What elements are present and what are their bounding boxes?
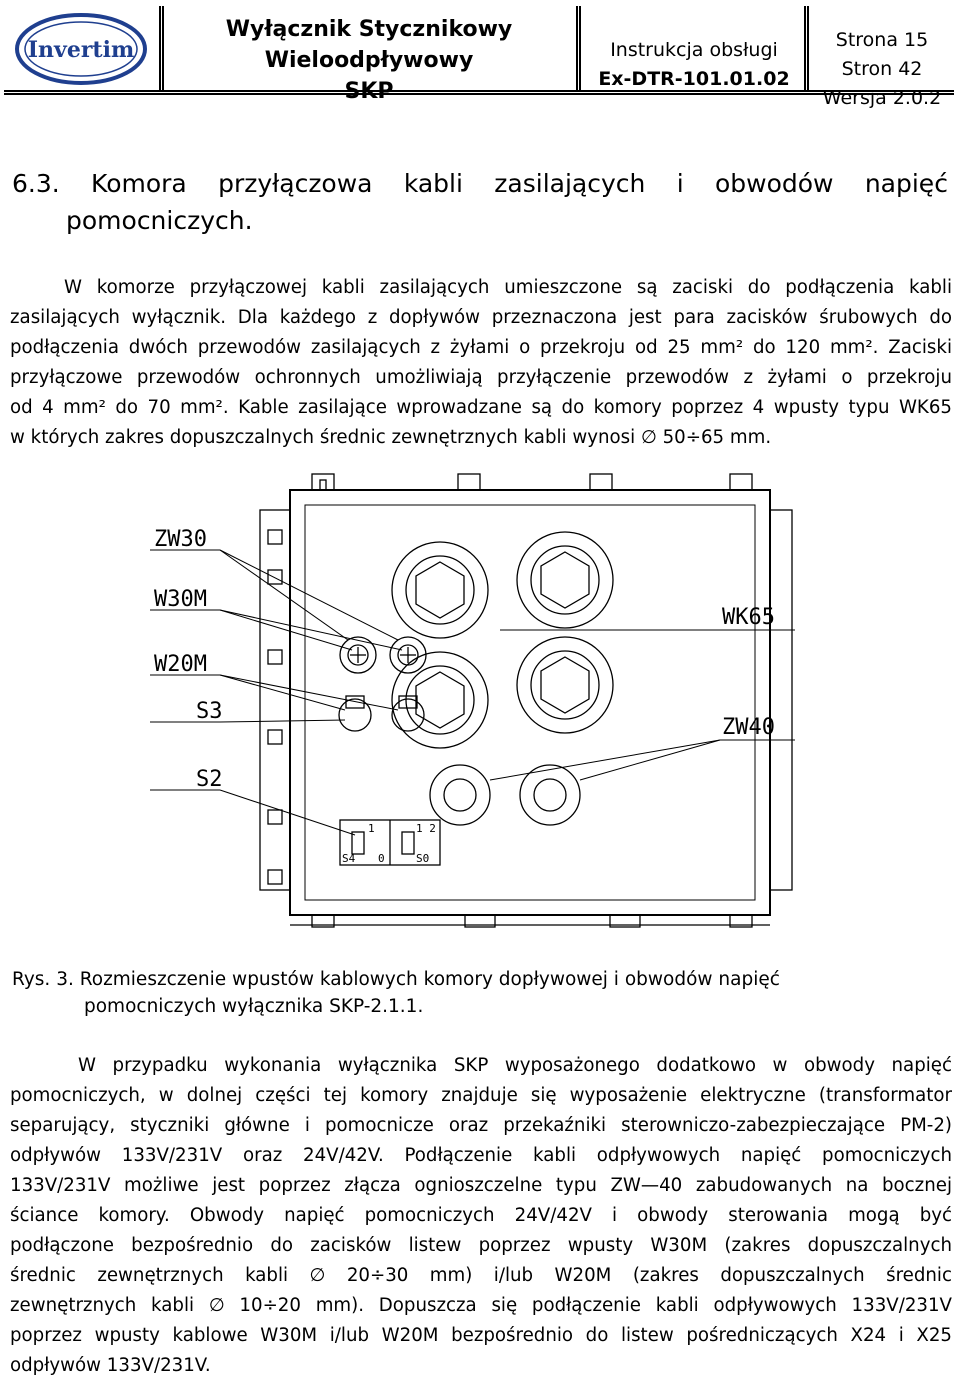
paragraph-line: pomocniczych, w dolnej części tej komory znajduje się wyposażenie elektryczne (transformator (10, 1085, 952, 1106)
paragraph-line: podłączone bezpośrednio do zacisków listew poprzez wpusty W30M (zakres dopuszczalnych (10, 1235, 952, 1256)
label-zw40: ZW40 (722, 715, 775, 740)
label-wk65: WK65 (722, 605, 775, 630)
label-s0: S0 (416, 852, 430, 865)
caption-line-2: pomocniczych wyłącznika SKP-2.1.1. (84, 996, 424, 1017)
title-line-3: SKP (344, 79, 394, 104)
label-s4: S4 (342, 852, 356, 865)
instruction-label: Instrukcja obsługi (610, 39, 778, 61)
label-switch-c: 0 (378, 852, 385, 865)
paragraph-intro (10, 273, 952, 453)
page-number: Strona 15 (835, 29, 929, 51)
section-title-word: Komora (91, 169, 187, 198)
gland-w30m-2 (390, 637, 426, 673)
gland-w30m-1 (340, 637, 376, 673)
section-title-word: zasilających (494, 169, 646, 198)
section-heading (12, 165, 952, 239)
page-header (4, 4, 954, 109)
label-s2: S2 (196, 767, 223, 792)
paragraph-line: średnic zewnętrznych kabli ∅ 20÷30 mm) i/lub W20M (zakres dopuszczalnych średnic (10, 1265, 952, 1286)
section-title-word: przyłączowa (218, 169, 373, 198)
connector-zw40-1 (430, 765, 490, 825)
label-s3: S3 (196, 699, 223, 724)
gland-wk65-1 (392, 542, 488, 638)
paragraph-line: w których zakres dopuszczalnych średnic zewnętrznych kabli wynosi ∅ 50÷65 mm. (10, 427, 772, 448)
label-w30m: W30M (154, 587, 207, 612)
section-title-word: obwodów (714, 169, 834, 198)
instruction-id (594, 36, 794, 94)
paragraph-line: od 4 mm² do 70 mm². Kable zasilające wprowadzane są do komory poprzez 4 wpusty typu WK65 (10, 397, 952, 418)
page-info (812, 26, 952, 113)
svg-text:Invertim: Invertim (27, 37, 135, 63)
paragraph-auxiliary (10, 1051, 952, 1381)
gland-wk65-2 (517, 532, 613, 628)
section-title-line-2: pomocniczych. (66, 206, 253, 235)
paragraph-line: W komorze przyłączowej kabli zasilających umieszczone są zaciski do podłączenia kabli (64, 277, 952, 298)
switch-s3-2 (392, 696, 424, 731)
label-switch-a: 1 (368, 822, 375, 835)
paragraph-line: poprzez wpusty kablowe W30M i/lub W20M bezpośrednio do listew pośredniczących X24 i X25 (10, 1325, 952, 1346)
label-zw30: ZW30 (154, 527, 207, 552)
caption-line-1: Rys. 3. Rozmieszczenie wpustów kablowych komory dopływowej i obwodów napięć (12, 969, 780, 990)
paragraph-line: separujący, styczniki główne i pomocnicze oraz przekaźniki sterowniczo-zabezpieczające PM-2) (10, 1115, 952, 1136)
title-line-2: Wieloodpływowy (264, 48, 474, 73)
section-title-word: i (676, 169, 684, 198)
version: Wersja 2.0.2 (822, 87, 942, 109)
gland-wk65-4 (517, 637, 613, 733)
paragraph-line: zewnętrznych kabli ∅ 10÷20 mm). Dopuszcza się podłączenie kabli odpływowych 133V/231V (10, 1295, 952, 1316)
paragraph-line: 133V/231V możliwe jest poprzez złącza ognioszczelne typu ZW—40 zabudowanych na bocznej (10, 1175, 952, 1196)
paragraph-line: W przypadku wykonania wyłącznika SKP wyposażonego dodatkowo w obwody napięć (78, 1055, 952, 1076)
paragraph-line: przyłączowe przewodów ochronnych umożliwiają przyłączenie przewodów z żyłami o przekroju (10, 367, 952, 388)
paragraph-line: zasilających wyłącznik. Dla każdego z dopływów przeznaczona jest para zacisków śrubowych do (10, 307, 952, 328)
gland-wk65-3 (392, 652, 488, 748)
chamber-diagram (140, 470, 820, 940)
section-number: 6.3. (12, 169, 60, 198)
section-title-word: kabli (403, 169, 463, 198)
document-code: Ex-DTR-101.01.02 (598, 68, 790, 90)
section-title-word: napięć (864, 169, 948, 198)
label-switch-b: 1 2 (416, 822, 436, 835)
paragraph-line: podłączenia dwóch przewodów zasilających z żyłami o przekroju od 25 mm² do 120 mm². Zaciski (10, 337, 952, 358)
page-count: Stron 42 (841, 58, 923, 80)
title-line-1: Wyłącznik Stycznikowy (225, 17, 513, 42)
label-w20m: W20M (154, 652, 207, 677)
paragraph-line: odpływów 133V/231V. (10, 1355, 211, 1376)
company-logo (14, 12, 149, 86)
connector-zw40-2 (520, 765, 580, 825)
paragraph-line: odpływów 133V/231V oraz 24V/42V. Podłączenie kabli odpływowych napięć pomocniczych (10, 1145, 952, 1166)
paragraph-line: ściance komory. Obwody napięć pomocniczych 24V/42V i obwody sterowania mogą być (10, 1205, 952, 1226)
figure-caption (12, 966, 952, 1020)
